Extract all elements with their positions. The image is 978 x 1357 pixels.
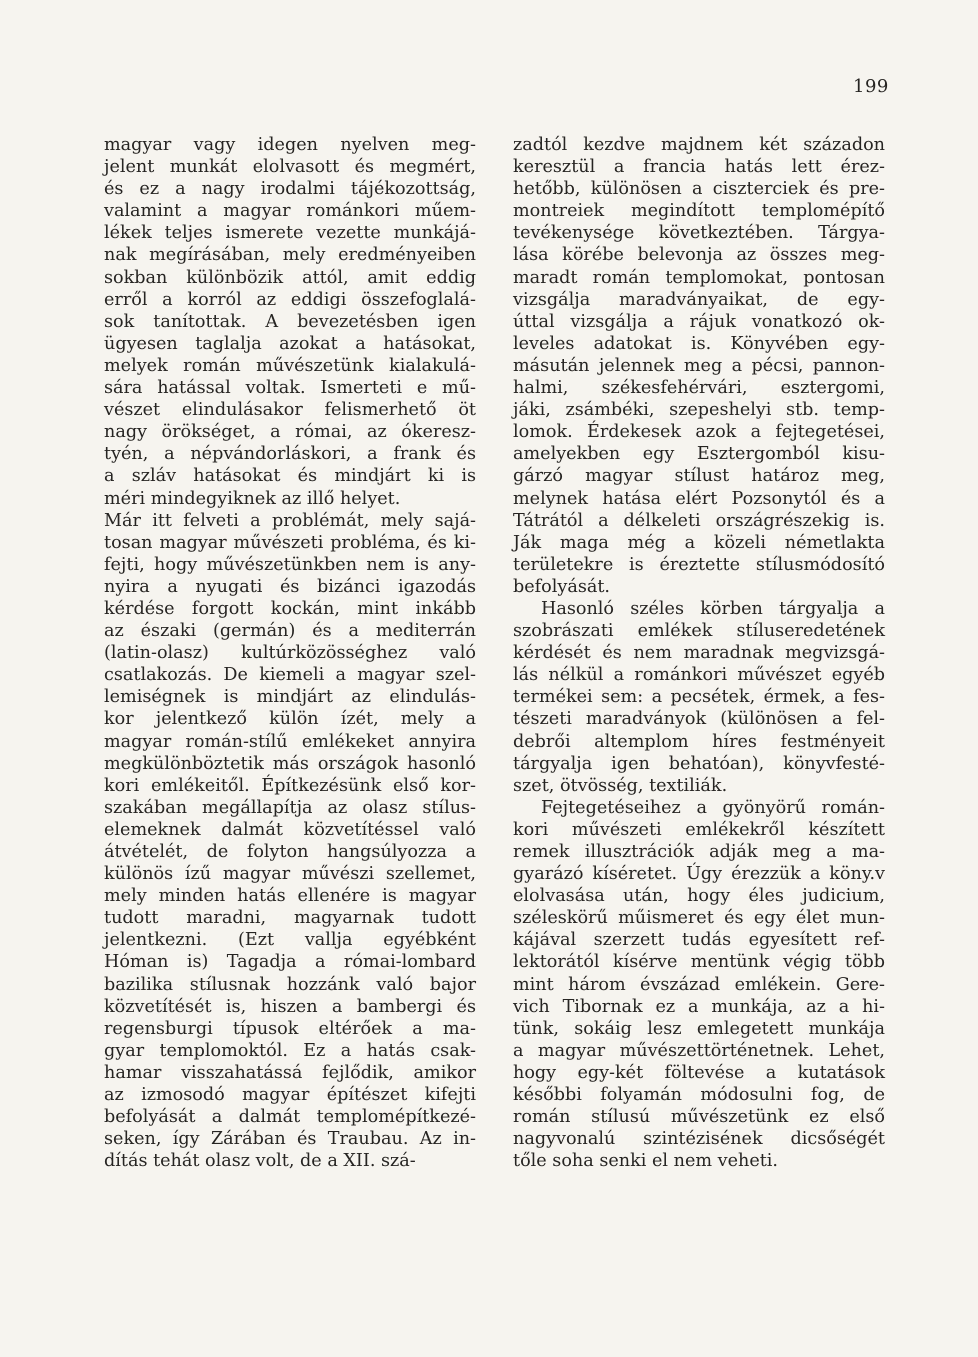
text-line: kérdését és nem maradnak megvizsgá- <box>513 643 885 664</box>
text-line: kérdése forgott kockán, mint inkább <box>104 598 476 619</box>
text-line: kori emlékeitől. Építkezésünk első kor- <box>104 775 476 796</box>
text-line: zadtól kezdve majdnem két századon <box>513 135 885 155</box>
text-line: (latin-olasz) kultúrközösséghez való <box>104 643 476 664</box>
text-line: hetőbb, különösen a ciszterciek és pre- <box>513 179 885 200</box>
text-line: területekre is éreztette stílusmódosító <box>513 554 885 575</box>
text-line: szakában megállapítja az olasz stílus- <box>104 797 476 818</box>
text-line: keresztül a francia hatás lett érez- <box>513 157 885 178</box>
text-line: a magyar művészettörténetnek. Lehet, <box>513 1040 885 1061</box>
text-line: román stílusú művészetünk ez első <box>513 1107 885 1128</box>
text-line: későbbi folyamán módosulni fog, de <box>513 1085 885 1106</box>
text-line: fejti, hogy művészetünkben nem is any- <box>104 554 476 575</box>
text-line: valamint a magyar románkori műem- <box>104 201 476 222</box>
text-line: méri mindegyiknek az illő helyet. <box>104 488 401 509</box>
text-line: halmi, székesfehérvári, esztergomi, <box>513 378 885 399</box>
text-line: gyarázó kíséretet. Úgy érezzük a köny.v <box>513 864 885 885</box>
text-line: ügyesen taglalja azokat a hatásokat, <box>104 333 476 354</box>
text-line: Tátrától a délkeleti országrészekig is. <box>513 510 885 531</box>
text-line: dítás tehát olasz volt, de a XII. szá- <box>104 1151 416 1172</box>
text-line: befolyását a dalmát templomépítkezé- <box>104 1107 476 1128</box>
text-line: termékei sem: a pecsétek, érmek, a fes- <box>513 687 885 708</box>
text-line: szet, ötvösség, textiliák. <box>513 775 728 796</box>
text-line: a szláv hatásokat és mindjárt ki is <box>104 466 476 487</box>
text-line: Fejtegetéseihez a gyönyörű román- <box>541 797 885 818</box>
text-line: bazilika stílusnak hozzánk való bajor <box>104 974 476 995</box>
text-line: és ez a nagy irodalmi tájékozottság, <box>104 179 476 200</box>
text-line: melynek hatása elért Pozsonytól és a <box>513 488 885 509</box>
text-line: az izmosodó magyar építészet kifejti <box>104 1085 476 1106</box>
text-line: mely minden hatás ellenére is magyar <box>104 886 476 907</box>
text-line: Hóman is) Tagadja a római-lombard <box>104 952 476 973</box>
text-line: nak megírásában, mely eredményeiben <box>104 245 476 266</box>
text-line: nagy örökséget, a római, az ókeresz- <box>104 422 476 443</box>
text-line: úttal vizsgálja a rájuk vonatkozó ok- <box>513 311 885 332</box>
text-line: sára hatással voltak. Ismerteti e mű- <box>104 378 476 399</box>
text-line: másután jelennek meg a pécsi, pannon- <box>513 355 885 376</box>
text-line: kor jelentkező külön ízét, mely a <box>104 709 476 730</box>
text-line: magyar román-stílű emlékeket annyira <box>104 731 476 752</box>
text-line: vich Tibornak ez a munkája, az a hi- <box>513 996 885 1017</box>
text-line: remek illusztrációk adják meg a ma- <box>513 842 885 862</box>
text-line: debrői altemplom híres festményeit <box>513 731 885 752</box>
right-text-column <box>513 134 885 1172</box>
text-line: nyira a nyugati és bizánci igazodás <box>104 576 476 597</box>
page-number: 199 <box>853 76 889 97</box>
text-line: kori művészeti emlékekről készített <box>513 819 885 840</box>
text-line: hogy egy-két föltevése a kutatások <box>513 1062 885 1083</box>
text-line: különös ízű magyar művészi szellemet, <box>104 864 476 885</box>
text-line: átvételét, de folyton hangsúlyozza a <box>104 842 476 862</box>
text-line: tünk, sokáig lesz emlegetett munkája <box>513 1018 885 1039</box>
text-line: gárzó magyar stílust határoz meg, <box>513 466 885 487</box>
text-line: Már itt felveti a problémát, mely sajá- <box>104 510 476 531</box>
text-line: elolvasása után, hogy éles judicium, <box>513 886 885 907</box>
text-line: sok tanítottak. A bevezetésben igen <box>104 311 476 332</box>
text-line: lékek teljes ismerete vezette munkájá- <box>104 223 476 244</box>
text-line: amelyekben egy Esztergomból kisu- <box>513 444 885 465</box>
text-line: tyén, a népvándorláskori, a frank és <box>104 444 476 465</box>
text-line: vészet elindulásakor felismerhető öt <box>104 400 476 421</box>
text-line: nagyvonalú szintézisének dicsőségét <box>513 1129 885 1150</box>
text-line: tevékenysége következtében. Tárgya- <box>513 223 885 244</box>
text-line: tárgyalja igen behatóan), könyvfesté- <box>513 753 885 774</box>
text-line: lektorától kísérve mentünk végig több <box>513 952 885 973</box>
text-line: tosan magyar művészeti probléma, és ki- <box>104 532 476 553</box>
text-line: tudott maradni, magyarnak tudott <box>104 908 476 929</box>
text-line: Ják maga még a közeli németlakta <box>513 532 885 553</box>
text-line: sokban különbözik attól, amit eddig <box>104 267 476 288</box>
text-line: kájával szerzett tudás egyesített ref- <box>513 930 885 951</box>
text-line: lás nélkül a románkori művészet egyéb <box>513 665 885 686</box>
left-text-column <box>104 134 476 1172</box>
text-line: tőle soha senki el nem veheti. <box>513 1151 779 1172</box>
text-line: leveles adatokat is. Könyvében egy- <box>513 333 885 354</box>
text-line: szobrászati emlékek stíluseredetének <box>513 621 885 642</box>
text-line: erről a korról az eddigi összefoglalá- <box>104 289 476 310</box>
text-line: jelentkezni. (Ezt vallja egyébként <box>104 930 476 951</box>
text-line: hamar visszahatássá fejlődik, amikor <box>104 1062 476 1083</box>
text-line: lása körébe belevonja az összes meg- <box>513 245 885 266</box>
text-line: lemiségnek is mindjárt az elindulás- <box>104 687 476 708</box>
text-line: maradt román templomokat, pontosan <box>513 267 885 288</box>
text-line: megkülönböztetik más országok hasonló <box>104 753 476 774</box>
text-line: gyar templomoktól. Ez a hatás csak- <box>104 1040 476 1061</box>
text-line: vizsgálja maradványaikat, de egy- <box>513 289 885 310</box>
text-line: tészeti maradványok (különösen a fel- <box>513 709 885 730</box>
text-line: Hasonló széles körben tárgyalja a <box>541 598 885 619</box>
text-line: közvetítését is, hiszen a bambergi és <box>104 996 476 1017</box>
text-line: elemeknek dalmát közvetítéssel való <box>104 819 476 840</box>
text-line: montreiek megindított templomépítő <box>513 201 885 222</box>
text-line: jelent munkát elolvasott és megmért, <box>104 157 476 178</box>
text-line: melyek román művészetünk kialakulá- <box>104 355 476 376</box>
text-line: regensburgi típusok eltérőek a ma- <box>104 1018 476 1039</box>
text-line: befolyását. <box>513 576 611 597</box>
text-line: jáki, zsámbéki, szepeshelyi stb. temp- <box>513 400 885 421</box>
text-line: magyar vagy idegen nyelven meg- <box>104 135 476 155</box>
text-line: az északi (germán) és a mediterrán <box>104 621 476 642</box>
text-line: csatlakozás. De kiemeli a magyar szel- <box>104 665 476 686</box>
text-line: széleskörű műismeret és egy élet mun- <box>513 908 885 929</box>
text-line: lomok. Érdekesek azok a fejtegetései, <box>513 422 885 443</box>
text-line: mint három évszázad emlékein. Gere- <box>513 974 885 995</box>
text-line: seken, így Zárában és Traubau. Az in- <box>104 1129 476 1150</box>
